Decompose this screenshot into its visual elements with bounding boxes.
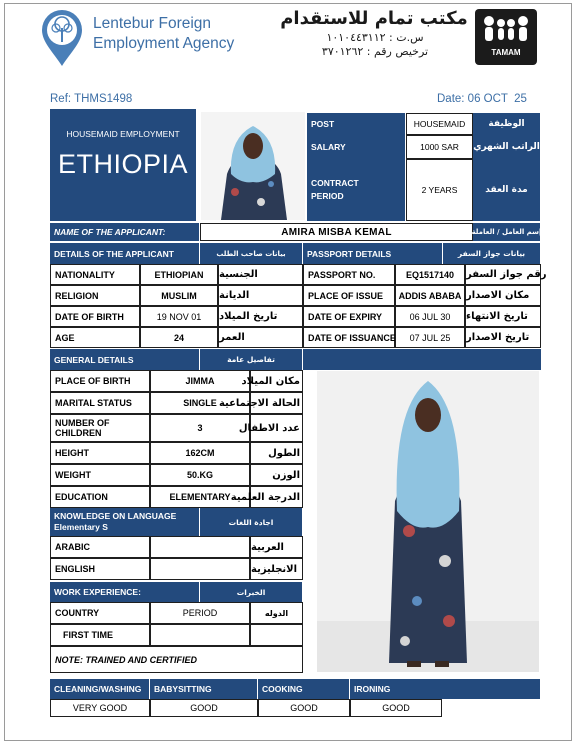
general-details-header: GENERAL DETAILS (50, 349, 200, 370)
tamam-logo (475, 9, 537, 65)
detail-label: RELIGION (50, 285, 140, 306)
applicant-full-body-photo (317, 371, 539, 672)
language-english-arabic-label: الانجليزية (250, 558, 303, 580)
detail-arabic-label: الجنسية (218, 264, 303, 285)
general-label: NUMBER OF CHILDREN (50, 414, 150, 442)
general-label: PLACE OF BIRTH (50, 370, 150, 392)
passport-arabic-label: تاريخ الانتهاء (465, 306, 541, 327)
passport-details-header: PASSPORT DETAILS (303, 243, 443, 264)
post-value: HOUSEMAID (406, 113, 473, 135)
detail-arabic-label: العمر (218, 327, 303, 348)
language-header (50, 508, 200, 536)
detail-arabic-label: تاريخ الميلاد (218, 306, 303, 327)
general-value: JIMMA (150, 370, 250, 392)
detail-label: AGE (50, 327, 140, 348)
passport-value: 06 JUL 30 (395, 306, 465, 327)
skill-value: VERY GOOD (50, 699, 150, 717)
general-arabic-label: الحالة الاجتماعية (250, 392, 303, 414)
passport-value: EQ1517140 (395, 264, 465, 285)
skill-label: IRONING (350, 679, 541, 699)
detail-value: ETHIOPIAN (140, 264, 218, 285)
passport-label: PASSPORT NO. (303, 264, 395, 285)
details-applicant-header-arabic: بيانات صاحب الطلب (200, 243, 303, 264)
contract-period-arabic-label: مدة العقد (473, 159, 541, 221)
skill-value: GOOD (350, 699, 442, 717)
general-value: SINGLE (150, 392, 250, 414)
applicant-name-label: NAME OF THE APPLICANT: (50, 223, 200, 241)
general-arabic-label: الطول (250, 442, 303, 464)
passport-value: ADDIS ABABA (395, 285, 465, 306)
banner-subtitle: HOUSEMAID EMPLOYMENT (66, 129, 180, 139)
document-date: Date: 06 OCT 25 (437, 93, 527, 105)
contract-period-value: 2 YEARS (406, 159, 473, 221)
detail-label: DATE OF BIRTH (50, 306, 140, 327)
passport-arabic-label: مكان الاصدار (465, 285, 541, 306)
first-time-country (250, 624, 303, 646)
arabic-license-number: ترخيص رقم : ٣٧٠١٢٦٢ (321, 45, 429, 58)
general-label: MARITAL STATUS (50, 392, 150, 414)
language-arabic-label: ARABIC (50, 536, 150, 558)
experience-country-arabic-label: الدوله (250, 602, 303, 624)
general-arabic-label: مكان الميلاد (250, 370, 303, 392)
general-arabic-label: الوزن (250, 464, 303, 486)
general-value: 3 (150, 414, 250, 442)
salary-value: 1000 SAR (406, 135, 473, 159)
country-banner (50, 109, 196, 221)
experience-country-label: COUNTRY (50, 602, 150, 624)
language-header-arabic: اجادة اللغات (200, 508, 303, 536)
agency-name-line1: Lentebur Foreign (93, 15, 212, 32)
skill-label: CLEANING/WASHING (50, 679, 150, 699)
detail-value: 24 (140, 327, 218, 348)
skill-value: GOOD (258, 699, 350, 717)
general-label: EDUCATION (50, 486, 150, 508)
trained-note: NOTE: TRAINED AND CERTIFIED (50, 646, 303, 673)
language-arabic-level (150, 536, 250, 558)
passport-arabic-label: تاريخ الاصدار (465, 327, 541, 348)
skill-label: BABYSITTING (150, 679, 258, 699)
salary-arabic-label: الراتب الشهري (473, 135, 541, 159)
detail-label: NATIONALITY (50, 264, 140, 285)
general-arabic-label: عدد الاطفال (250, 414, 303, 442)
cv-page (4, 3, 572, 741)
general-label: HEIGHT (50, 442, 150, 464)
family-icon (475, 9, 537, 49)
arabic-cr-number: س.ت : ١٠١٠٤٤٣١١٢ (326, 31, 424, 44)
language-arabic-arabic-label: العربية (250, 536, 303, 558)
language-english-level (150, 558, 250, 580)
work-experience-header-arabic: الخبرات (200, 582, 303, 602)
general-value: ELEMENTARY (150, 486, 250, 508)
general-arabic-label: الدرجة العلمية (250, 486, 303, 508)
reference-number: Ref: THMS1498 (50, 93, 133, 105)
applicant-name-value: AMIRA MISBA KEMAL (200, 223, 473, 241)
skill-value: GOOD (150, 699, 258, 717)
arabic-office-name: مكتب تمام للاستقدام (280, 8, 468, 29)
skill-label: COOKING (258, 679, 350, 699)
contract-period-label (307, 159, 406, 221)
agency-name (93, 14, 263, 54)
post-arabic-label: الوظيفة (473, 113, 541, 135)
passport-value: 07 JUL 25 (395, 327, 465, 348)
general-details-header-arabic: تفاصيل عامة (200, 349, 303, 370)
details-applicant-header: DETAILS OF THE APPLICANT (50, 243, 200, 264)
agency-name-line2: Employment Agency (93, 35, 235, 52)
passport-label: PLACE OF ISSUE (303, 285, 395, 306)
banner-country: ETHIOPIA (57, 149, 189, 179)
work-experience-header: WORK EXPERIENCE: (50, 582, 200, 602)
language-header-sub: Elementary S (54, 522, 108, 532)
detail-value: 19 NOV 01 (140, 306, 218, 327)
passport-details-header-arabic: بيانات جواز السفر (443, 243, 541, 264)
language-header-title: KNOWLEDGE ON LANGUAGE (54, 511, 177, 521)
salary-label: SALARY (307, 135, 406, 159)
general-label: WEIGHT (50, 464, 150, 486)
applicant-portrait-photo (201, 112, 305, 220)
post-label: POST (307, 113, 406, 135)
contract-period-label-text: CONTRACT PERIOD (311, 178, 359, 201)
applicant-name-arabic-label: إسم العامل / العاملة (473, 223, 541, 241)
agency-logo-icon (39, 8, 85, 68)
first-time-period (150, 624, 250, 646)
first-time-label: FIRST TIME (50, 624, 150, 646)
passport-label: DATE OF EXPIRY (303, 306, 395, 327)
tamam-logo-text: TAMAM (491, 48, 521, 57)
language-english-label: ENGLISH (50, 558, 150, 580)
experience-period-label: PERIOD (150, 602, 250, 624)
passport-label: DATE OF ISSUANCE (303, 327, 395, 348)
detail-value: MUSLIM (140, 285, 218, 306)
passport-arabic-label: رقم جواز السفر (465, 264, 541, 285)
general-value: 162CM (150, 442, 250, 464)
general-header-fill (303, 349, 541, 370)
general-value: 50.KG (150, 464, 250, 486)
detail-arabic-label: الديانة (218, 285, 303, 306)
